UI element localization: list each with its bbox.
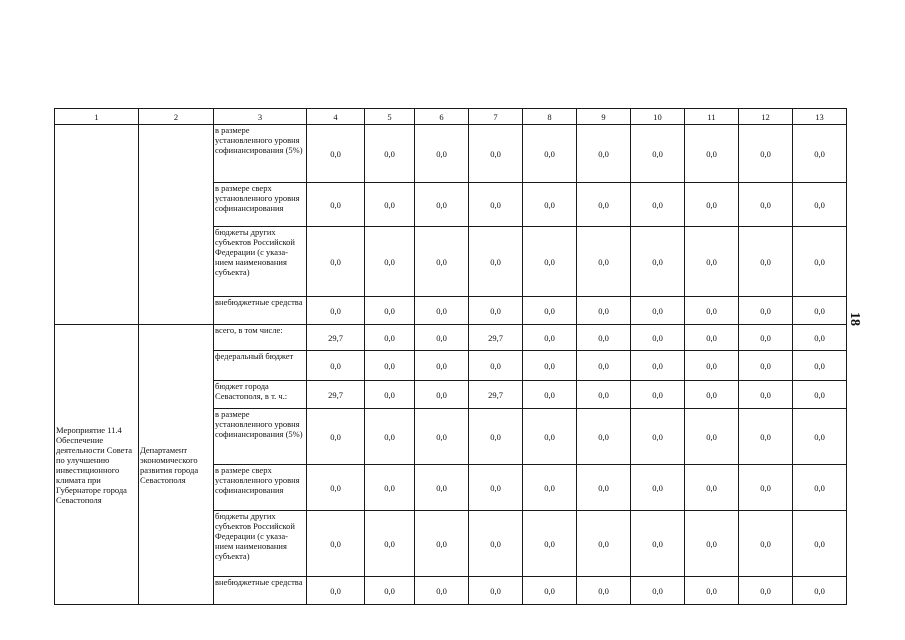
- funding-source-cell: в размере установленного уровня софинансирования (5%): [214, 409, 307, 465]
- value-cell-col-11: 0,0: [685, 125, 739, 183]
- table-row: [55, 125, 847, 183]
- value-cell-col-10: 0,0: [631, 381, 685, 409]
- value-cell-col-5: 0,0: [365, 325, 415, 351]
- value-cell-col-10: 0,0: [631, 227, 685, 297]
- value-cell-col-6: 0,0: [415, 511, 469, 577]
- value-cell-col-4: 0,0: [307, 351, 365, 381]
- value-cell-col-4: 0,0: [307, 465, 365, 511]
- value-cell-col-9: 0,0: [577, 227, 631, 297]
- value-cell-col-12: 0,0: [739, 297, 793, 325]
- value-cell-col-11: 0,0: [685, 381, 739, 409]
- value-cell-col-5: 0,0: [365, 227, 415, 297]
- value-cell-col-8: 0,0: [523, 511, 577, 577]
- value-cell-col-11: 0,0: [685, 577, 739, 605]
- value-cell-col-13: 0,0: [793, 511, 847, 577]
- value-cell-col-4: 0,0: [307, 297, 365, 325]
- value-cell-col-11: 0,0: [685, 183, 739, 227]
- value-cell-col-5: 0,0: [365, 183, 415, 227]
- value-cell-col-10: 0,0: [631, 409, 685, 465]
- value-cell-col-6: 0,0: [415, 297, 469, 325]
- value-cell-col-4: 0,0: [307, 125, 365, 183]
- header-cell-7: 7: [469, 109, 523, 125]
- value-cell-col-12: 0,0: [739, 325, 793, 351]
- value-cell-col-12: 0,0: [739, 351, 793, 381]
- value-cell-col-13: 0,0: [793, 409, 847, 465]
- value-cell-col-4: 0,0: [307, 511, 365, 577]
- value-cell-col-7: 29,7: [469, 325, 523, 351]
- value-cell-col-10: 0,0: [631, 183, 685, 227]
- value-cell-col-9: 0,0: [577, 381, 631, 409]
- value-cell-col-10: 0,0: [631, 577, 685, 605]
- value-cell-col-9: 0,0: [577, 183, 631, 227]
- value-cell-col-13: 0,0: [793, 125, 847, 183]
- value-cell-col-7: 0,0: [469, 227, 523, 297]
- value-cell-col-5: 0,0: [365, 465, 415, 511]
- value-cell-col-6: 0,0: [415, 381, 469, 409]
- header-cell-12: 12: [739, 109, 793, 125]
- value-cell-col-12: 0,0: [739, 381, 793, 409]
- funding-source-cell: в размере установленного уровня софинансирования (5%): [214, 125, 307, 183]
- value-cell-col-11: 0,0: [685, 465, 739, 511]
- value-cell-col-5: 0,0: [365, 409, 415, 465]
- value-cell-col-8: 0,0: [523, 381, 577, 409]
- value-cell-col-5: 0,0: [365, 381, 415, 409]
- value-cell-col-8: 0,0: [523, 351, 577, 381]
- value-cell-col-10: 0,0: [631, 297, 685, 325]
- value-cell-col-6: 0,0: [415, 351, 469, 381]
- value-cell-col-11: 0,0: [685, 351, 739, 381]
- value-cell-col-11: 0,0: [685, 511, 739, 577]
- header-cell-13: 13: [793, 109, 847, 125]
- value-cell-col-5: 0,0: [365, 577, 415, 605]
- value-cell-col-7: 0,0: [469, 297, 523, 325]
- value-cell-col-8: 0,0: [523, 325, 577, 351]
- header-cell-4: 4: [307, 109, 365, 125]
- value-cell-col-13: 0,0: [793, 227, 847, 297]
- value-cell-col-12: 0,0: [739, 409, 793, 465]
- value-cell-col-7: 0,0: [469, 409, 523, 465]
- header-cell-11: 11: [685, 109, 739, 125]
- value-cell-col-7: 0,0: [469, 183, 523, 227]
- value-cell-col-7: 0,0: [469, 577, 523, 605]
- value-cell-col-5: 0,0: [365, 511, 415, 577]
- value-cell-col-6: 0,0: [415, 125, 469, 183]
- value-cell-col-10: 0,0: [631, 125, 685, 183]
- value-cell-col-7: 0,0: [469, 511, 523, 577]
- table-body: [55, 125, 847, 605]
- measure-name-cell: Мероприятие 11.4 Обеспечение деятельности Совета по улучшению инвестиционного климата при Губернаторе города Севастополя: [55, 325, 139, 605]
- value-cell-col-6: 0,0: [415, 577, 469, 605]
- value-cell-col-8: 0,0: [523, 409, 577, 465]
- value-cell-col-13: 0,0: [793, 297, 847, 325]
- value-cell-col-12: 0,0: [739, 183, 793, 227]
- value-cell-col-4: 0,0: [307, 577, 365, 605]
- funding-source-cell: бюджеты других субъектов Российской Федерации (с указа-нием наименования субъекта): [214, 511, 307, 577]
- value-cell-col-13: 0,0: [793, 183, 847, 227]
- value-cell-col-8: 0,0: [523, 465, 577, 511]
- value-cell-col-9: 0,0: [577, 465, 631, 511]
- value-cell-col-9: 0,0: [577, 325, 631, 351]
- value-cell-col-12: 0,0: [739, 227, 793, 297]
- header-cell-3: 3: [214, 109, 307, 125]
- value-cell-col-7: 0,0: [469, 125, 523, 183]
- value-cell-col-8: 0,0: [523, 297, 577, 325]
- value-cell-col-11: 0,0: [685, 297, 739, 325]
- value-cell-col-12: 0,0: [739, 511, 793, 577]
- executor-cell: Департамент экономического развития города Севастополя: [139, 325, 214, 605]
- value-cell-col-8: 0,0: [523, 125, 577, 183]
- value-cell-col-11: 0,0: [685, 409, 739, 465]
- value-cell-col-6: 0,0: [415, 465, 469, 511]
- value-cell-col-6: 0,0: [415, 325, 469, 351]
- value-cell-col-7: 0,0: [469, 465, 523, 511]
- value-cell-col-9: 0,0: [577, 577, 631, 605]
- value-cell-col-10: 0,0: [631, 351, 685, 381]
- value-cell-col-6: 0,0: [415, 183, 469, 227]
- value-cell-col-4: 0,0: [307, 183, 365, 227]
- value-cell-col-10: 0,0: [631, 325, 685, 351]
- value-cell-col-9: 0,0: [577, 297, 631, 325]
- value-cell-col-13: 0,0: [793, 381, 847, 409]
- table-row: [55, 325, 847, 351]
- value-cell-col-8: 0,0: [523, 227, 577, 297]
- value-cell-col-10: 0,0: [631, 511, 685, 577]
- value-cell-col-8: 0,0: [523, 183, 577, 227]
- measure-continuation-cell: [55, 125, 139, 325]
- funding-source-cell: внебюджетные средства: [214, 297, 307, 325]
- value-cell-col-9: 0,0: [577, 351, 631, 381]
- header-cell-8: 8: [523, 109, 577, 125]
- funding-source-cell: федеральный бюджет: [214, 351, 307, 381]
- value-cell-col-4: 29,7: [307, 325, 365, 351]
- value-cell-col-5: 0,0: [365, 125, 415, 183]
- header-cell-9: 9: [577, 109, 631, 125]
- value-cell-col-4: 0,0: [307, 227, 365, 297]
- header-cell-2: 2: [139, 109, 214, 125]
- value-cell-col-6: 0,0: [415, 227, 469, 297]
- funding-source-cell: в размере сверх установленного уровня софинансирования: [214, 183, 307, 227]
- column-number-header: [55, 109, 847, 125]
- funding-source-cell: всего, в том числе:: [214, 325, 307, 351]
- value-cell-col-7: 29,7: [469, 381, 523, 409]
- header-cell-10: 10: [631, 109, 685, 125]
- value-cell-col-4: 0,0: [307, 409, 365, 465]
- value-cell-col-10: 0,0: [631, 465, 685, 511]
- value-cell-col-12: 0,0: [739, 125, 793, 183]
- value-cell-col-6: 0,0: [415, 409, 469, 465]
- value-cell-col-12: 0,0: [739, 577, 793, 605]
- value-cell-col-12: 0,0: [739, 465, 793, 511]
- value-cell-col-13: 0,0: [793, 325, 847, 351]
- value-cell-col-11: 0,0: [685, 325, 739, 351]
- funding-source-cell: внебюджетные средства: [214, 577, 307, 605]
- header-cell-1: 1: [55, 109, 139, 125]
- header-cell-6: 6: [415, 109, 469, 125]
- value-cell-col-13: 0,0: [793, 351, 847, 381]
- value-cell-col-11: 0,0: [685, 227, 739, 297]
- header-cell-5: 5: [365, 109, 415, 125]
- value-cell-col-8: 0,0: [523, 577, 577, 605]
- funding-source-cell: бюджет города Севастополя, в т. ч.:: [214, 381, 307, 409]
- value-cell-col-5: 0,0: [365, 351, 415, 381]
- value-cell-col-5: 0,0: [365, 297, 415, 325]
- page-number: 18: [847, 312, 862, 326]
- value-cell-col-9: 0,0: [577, 125, 631, 183]
- value-cell-col-4: 29,7: [307, 381, 365, 409]
- value-cell-col-7: 0,0: [469, 351, 523, 381]
- budget-table: [54, 108, 847, 605]
- funding-source-cell: бюджеты других субъектов Российской Федерации (с указа-нием наименования субъекта): [214, 227, 307, 297]
- funding-source-cell: в размере сверх установленного уровня софинансирования: [214, 465, 307, 511]
- value-cell-col-13: 0,0: [793, 465, 847, 511]
- value-cell-col-9: 0,0: [577, 511, 631, 577]
- value-cell-col-9: 0,0: [577, 409, 631, 465]
- value-cell-col-13: 0,0: [793, 577, 847, 605]
- executor-continuation-cell: [139, 125, 214, 325]
